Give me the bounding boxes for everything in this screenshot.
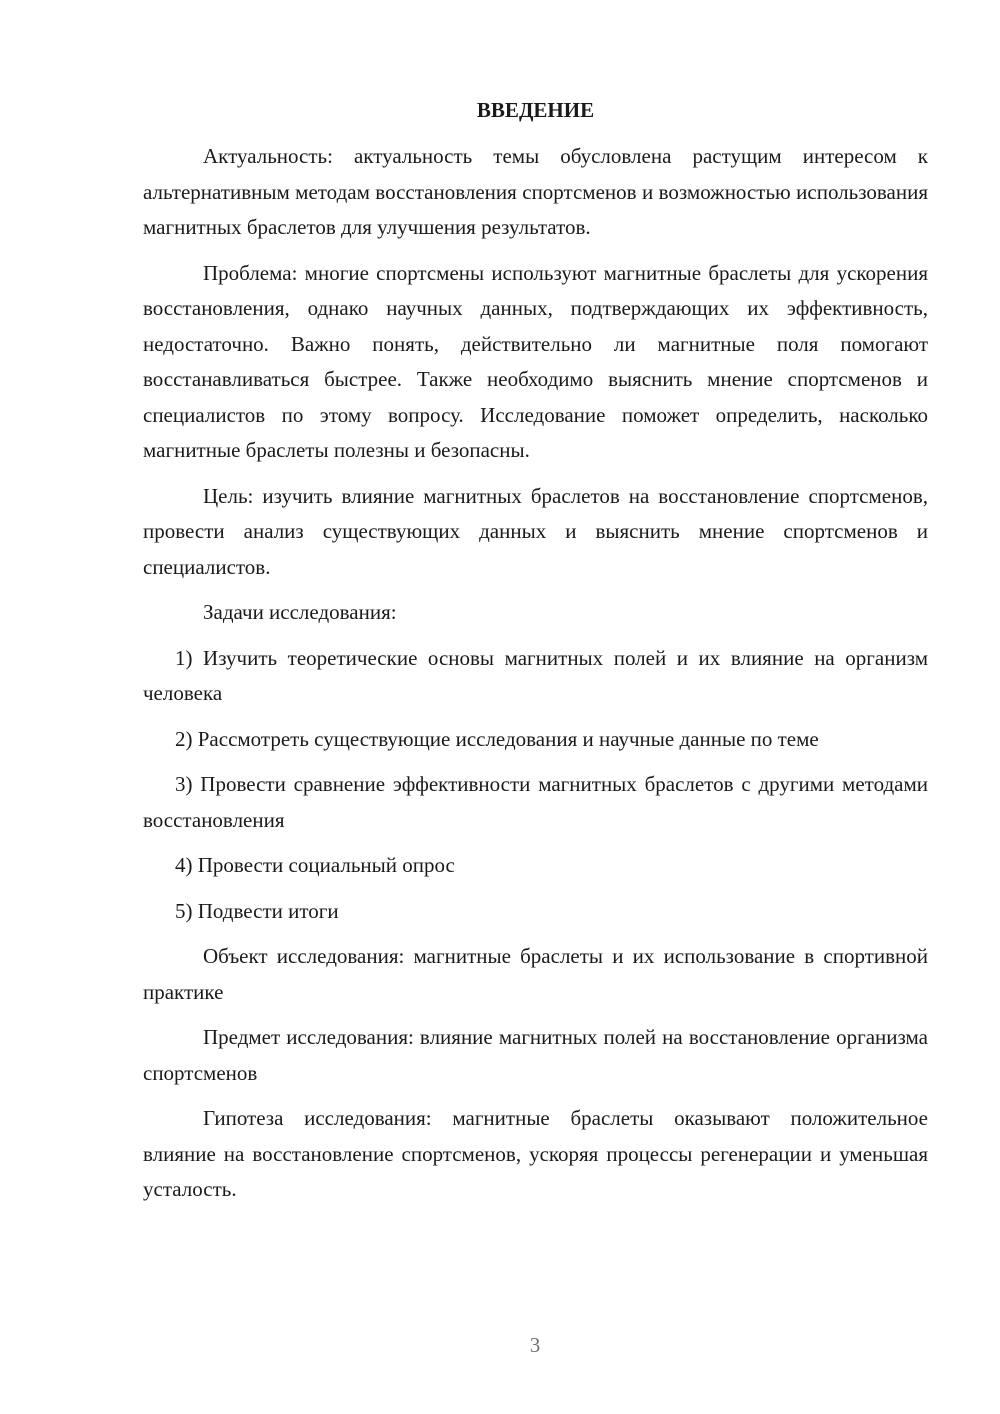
page-body xyxy=(143,93,928,1218)
problem-paragraph: Проблема: многие спортсмены используют магнитные браслеты для ускорения восстановления, однако научных данных, подтверждающих их эффективность, недостаточно. Важно понять, действительно ли магнитные поля помогают восстанавливаться быстрее. Также необходимо выяснить мнение спортсменов и специалистов по этому вопросу. Исследование поможет определить, насколько магнитные браслеты полезны и безопасны. xyxy=(143,260,928,462)
section-heading: ВВЕДЕНИЕ xyxy=(476,98,595,122)
task-item-4: 4) Провести социальный опрос xyxy=(175,853,455,877)
task-item-5: 5) Подвести итоги xyxy=(175,898,339,923)
goal-paragraph: Цель: изучить влияние магнитных браслетов на восстановление спортсменов, провести анализ существующих данных и выяснить мнение спортсменов и специалистов. xyxy=(143,483,928,579)
tasks-heading: Задачи исследования: xyxy=(203,600,397,624)
hypothesis-paragraph: Гипотеза исследования: магнитные браслеты оказывают положительное влияние на восстановление спортсменов, ускоряя процессы регенерации и уменьшая усталость. xyxy=(143,1106,928,1201)
task-item-1: 1) Изучить теоретические основы магнитных полей и их влияние на организм человека xyxy=(143,645,928,705)
relevance-paragraph: Актуальность: актуальность темы обусловлена растущим интересом к альтернативным методам восстановления спортсменов и возможностью использования магнитных браслетов для улучшения результатов. xyxy=(143,144,928,239)
object-paragraph: Объект исследования: магнитные браслеты и их использование в спортивной практике xyxy=(143,944,928,1004)
page-number: 3 xyxy=(529,1333,541,1357)
task-item-2: 2) Рассмотреть существующие исследования и научные данные по теме xyxy=(175,726,819,751)
task-item-3: 3) Провести сравнение эффективности магнитных браслетов с другими методами восстановления xyxy=(143,772,928,832)
subject-paragraph: Предмет исследования: влияние магнитных полей на восстановление организма спортсменов xyxy=(143,1025,928,1085)
